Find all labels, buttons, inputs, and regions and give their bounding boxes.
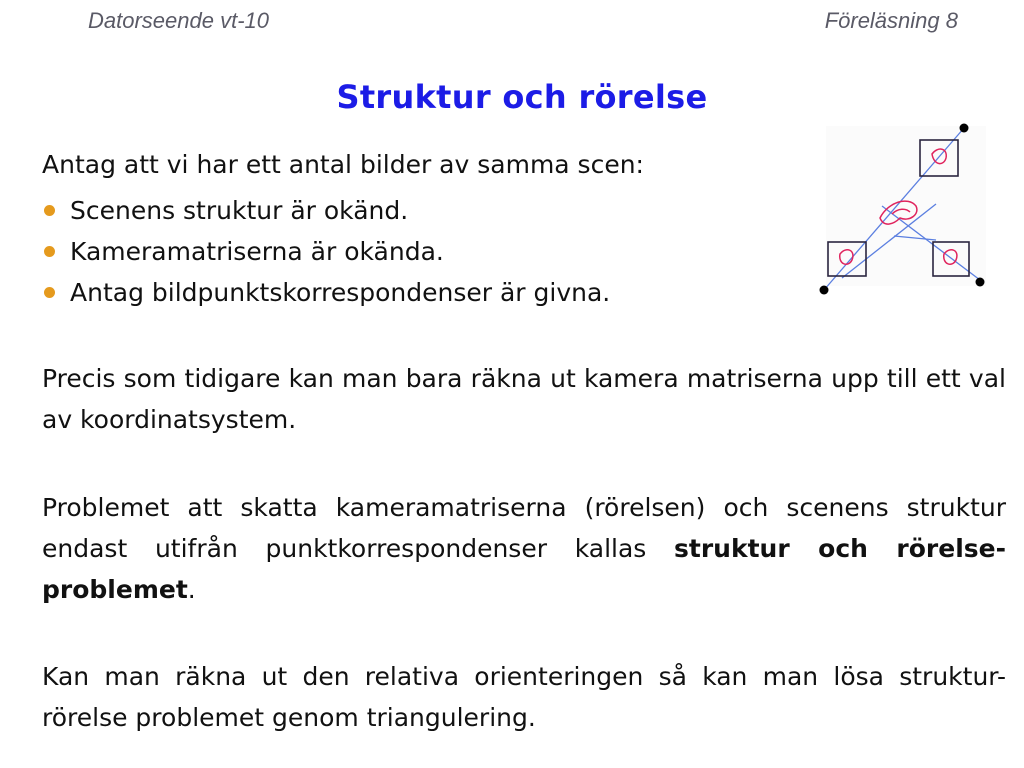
camera-center-dot xyxy=(976,278,985,287)
bullet-dot-icon xyxy=(44,205,55,216)
bullet-dot-icon xyxy=(44,287,55,298)
sfm-term: struktur och rörelse-problemet xyxy=(42,534,1006,604)
slide-title: Struktur och rörelse xyxy=(336,78,708,116)
paragraph-sfm-definition xyxy=(42,487,1006,610)
paragraph-coordinate-ambiguity: Precis som tidigare kan man bara räkna ut kamera matriserna upp till ett val av koordinatsystem. xyxy=(42,364,1006,434)
paragraph-triangulation: Kan man räkna ut den relativa orienteringen så kan man lösa struktur-rörelse problemet genom triangulering. xyxy=(42,662,1006,732)
paragraph-text: Problemet att skatta kameramatriserna (rörelsen) och scenens struktur endast utifrån punktkorrespondenser kallas xyxy=(42,493,1006,563)
bullet-item xyxy=(42,272,610,313)
camera-sketch-figure xyxy=(812,118,994,300)
lecture-header: Föreläsning 8 xyxy=(824,8,958,33)
camera-center-dot xyxy=(820,286,829,295)
bullet-item xyxy=(42,190,610,231)
course-header: Datorseende vt-10 xyxy=(88,8,269,33)
intro-text: Antag att vi har ett antal bilder av samma scen: xyxy=(42,150,644,179)
camera-center-dot xyxy=(960,124,969,133)
paragraph-end: . xyxy=(187,575,196,604)
bullet-text: Antag bildpunktskorrespondenser är givna. xyxy=(70,278,611,307)
bullet-dot-icon xyxy=(44,246,55,257)
bullet-list xyxy=(42,190,610,313)
bullet-text: Kameramatriserna är okända. xyxy=(70,237,444,266)
bullet-text: Scenens struktur är okänd. xyxy=(70,196,409,225)
bullet-item xyxy=(42,231,610,272)
